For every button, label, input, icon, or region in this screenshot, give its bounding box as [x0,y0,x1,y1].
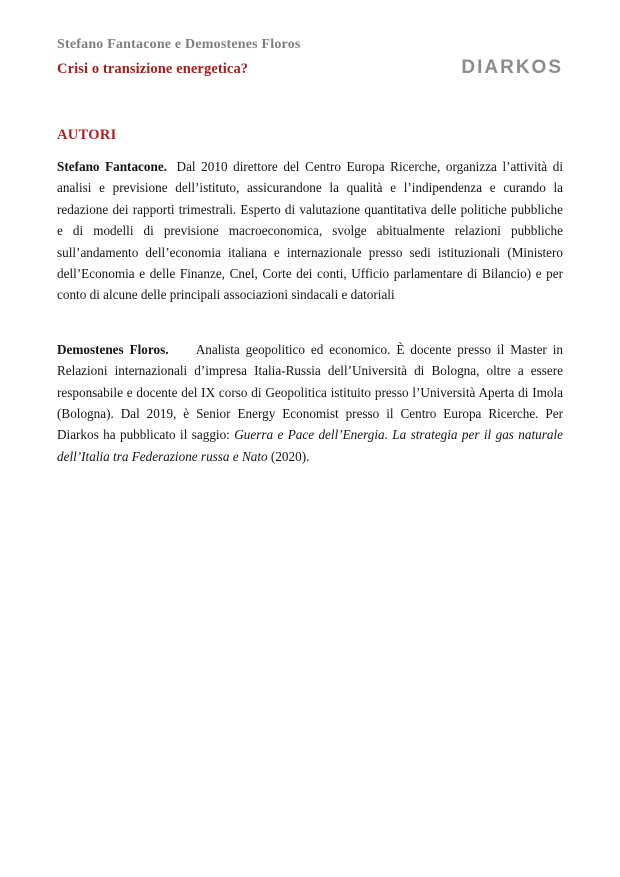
author-bio-floros [57,339,563,467]
running-header [57,36,563,79]
author-bio-text-fantacone: Dal 2010 direttore del Centro Europa Ricerche, organizza l’attività di analisi e previsione dell’istituto, assicurandone la qualità e l’indipendenza e curando la redazione dei rapporti trimestrali. Esperto di valutazione quantitativa delle politiche pubbliche e di modelli di previsione macroeconomica, svolge abitualmente relazioni pubbliche sull’andamento dell’economia italiana e internazionale presso sedi istituzionali (Ministero dell’Economia e delle Finanze, Cnel, Corte dei conti, Ufficio parlamentare di Bilancio) e per conto di alcune delle principali associazioni sindacali e datoriali [57,159,563,303]
section-heading-autori: AUTORI [57,127,117,143]
author-bio-text-floros: Analista geopolitico ed economico. È docente presso il Master in Relazioni internazionali d’impresa Italia-Russia dell’Università di Bologna, oltre a essere responsabile e docente del IX corso di Geopolitica istituito presso l’Università Aperta di Imola (Bologna). Dal 2019, è Senior Energy Economist presso il Centro Europa Ricerche. Per Diarkos ha pubblicato il saggio: [57,341,564,443]
publisher-logo: DIARKOS [461,57,563,78]
author-name-fantacone: Stefano Fantacone. [57,159,167,174]
header-book-title: Crisi o transizione energetica? [57,61,249,77]
header-authors-line: Stefano Fantacone e Demostenes Floros [57,37,301,52]
author-bio-fantacone [57,156,563,306]
published-book-title: Guerra e Pace dell’Energia. La strategia per il gas naturale dell’Italia tra Federazione russa e Nato [57,427,563,464]
author-bio-tail-floros: (2020). [270,448,310,464]
running-header-left [57,36,301,79]
author-name-floros: Demostenes Floros. [57,341,169,357]
